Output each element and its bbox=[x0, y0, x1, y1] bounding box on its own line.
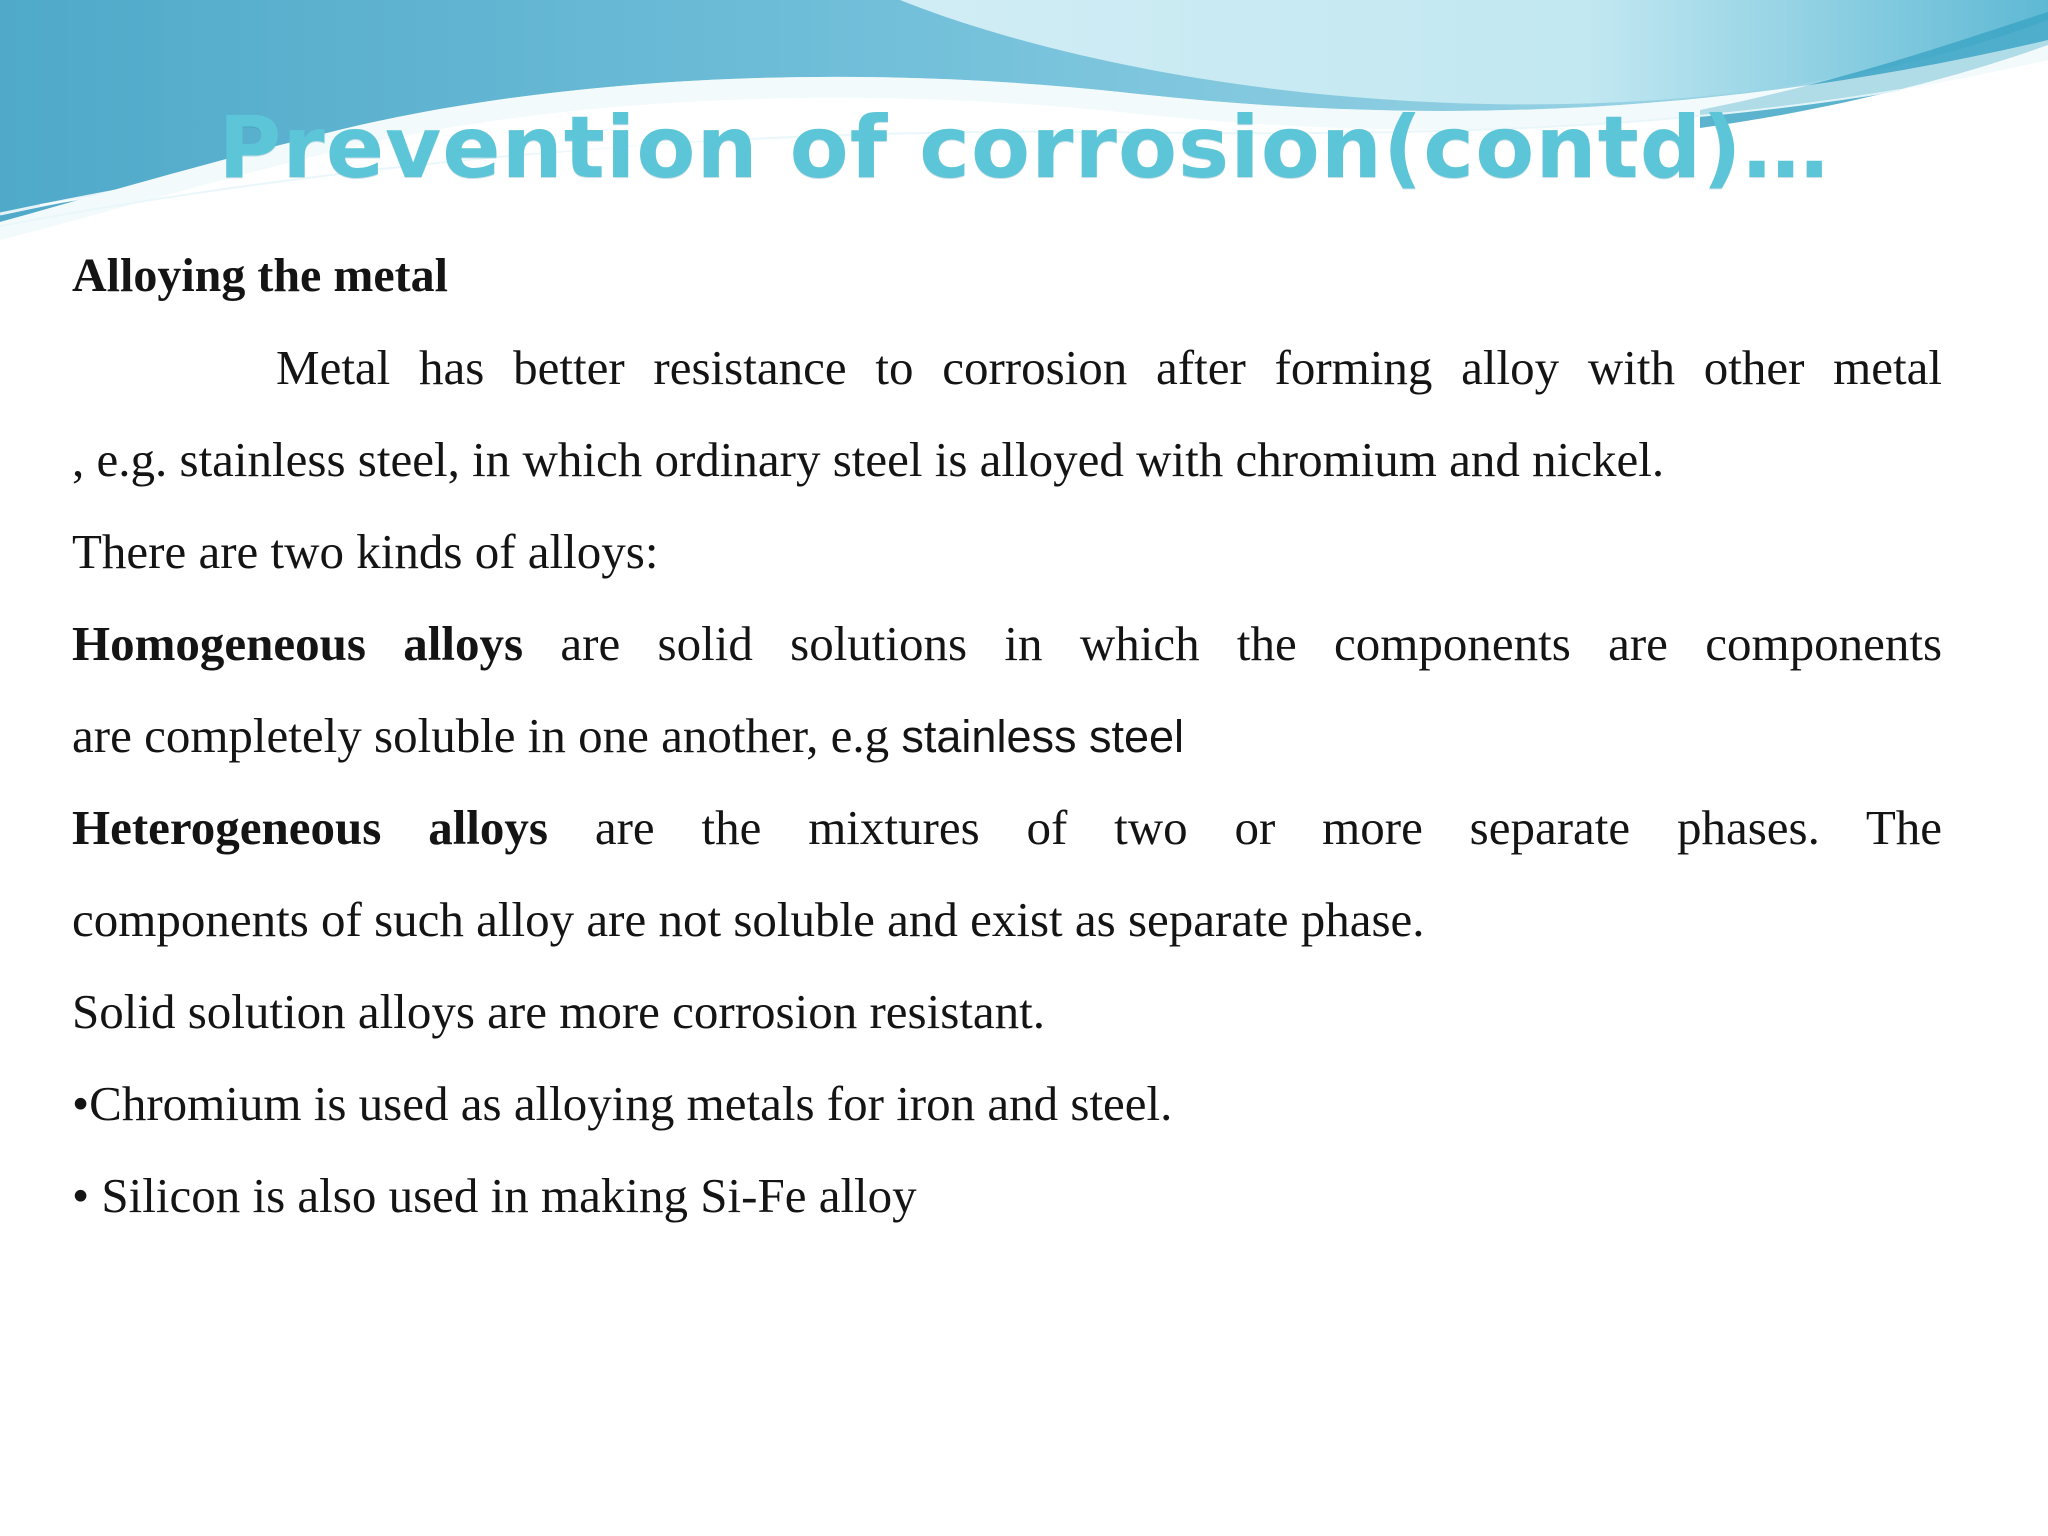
bullet-item: •Chromium is used as alloying metals for iron and steel. bbox=[72, 1076, 1173, 1131]
section-heading: Alloying the metal bbox=[72, 249, 448, 302]
homogeneous-definition-line bbox=[72, 598, 1942, 690]
homogeneous-definition-line bbox=[72, 690, 1942, 782]
heterogeneous-term: Heterogeneous alloys bbox=[72, 800, 548, 855]
homogeneous-term: Homogeneous alloys bbox=[72, 616, 524, 671]
kinds-intro: There are two kinds of alloys: bbox=[72, 524, 659, 579]
homogeneous-text: are completely soluble in one another, e.g bbox=[72, 708, 890, 763]
heterogeneous-text: are the mixtures of two or more separate phases. The bbox=[594, 800, 1942, 855]
slide-title: Prevention of corrosion(contd)… bbox=[218, 98, 1830, 198]
paragraph-line: , e.g. stainless steel, in which ordinary steel is alloyed with chromium and nickel. bbox=[72, 432, 1665, 487]
slide-body bbox=[72, 230, 1942, 1242]
heterogeneous-definition-line: components of such alloy are not soluble and exist as separate phase. bbox=[72, 892, 1425, 947]
homogeneous-example: stainless steel bbox=[901, 711, 1185, 762]
heterogeneous-definition-line bbox=[72, 782, 1942, 874]
paragraph-line: Metal has better resistance to corrosion after forming alloy with other metal bbox=[276, 340, 1942, 395]
bullet-item: • Silicon is also used in making Si-Fe alloy bbox=[72, 1168, 917, 1223]
solid-solution-note: Solid solution alloys are more corrosion resistant. bbox=[72, 984, 1046, 1039]
homogeneous-text: are solid solutions in which the components are components bbox=[560, 616, 1942, 671]
